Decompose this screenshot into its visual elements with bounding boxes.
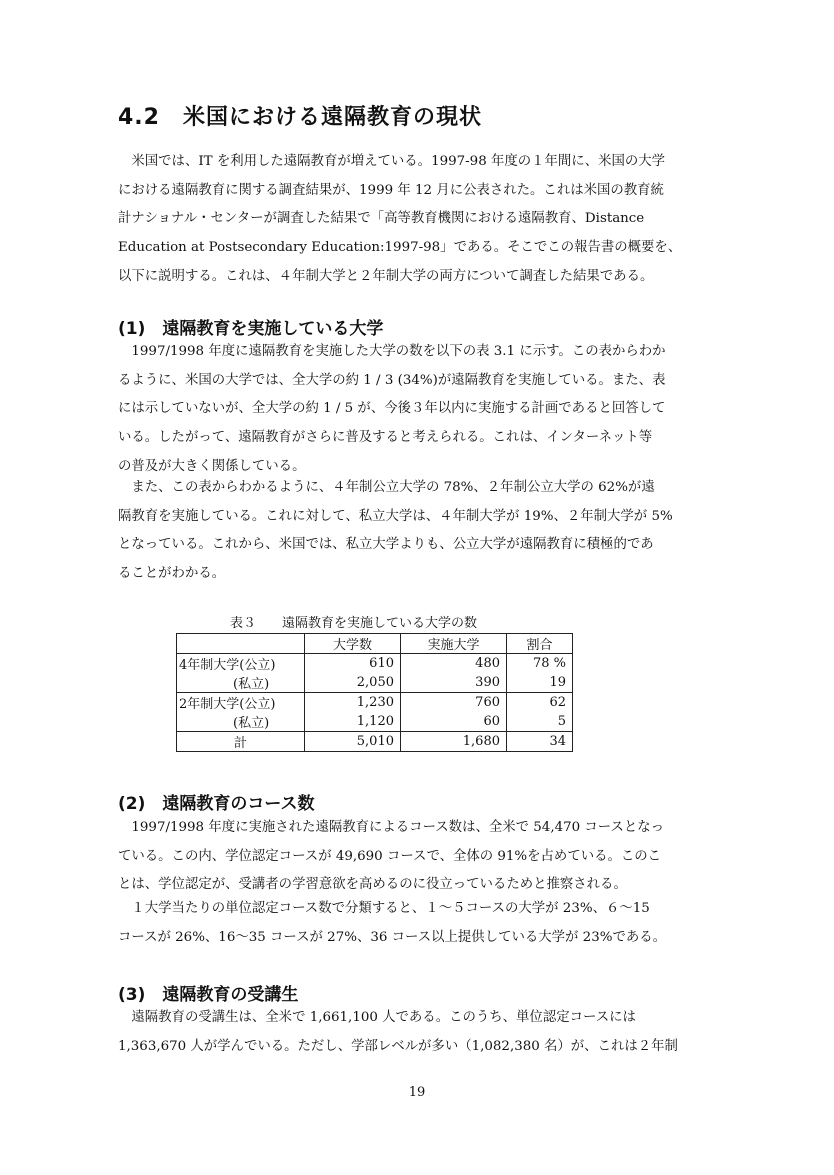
section2-paragraph-1 <box>118 814 700 900</box>
text-line: には示していないが、全大学の約 1 / 5 が、今後３年以内に実施する計画であると回答して <box>118 401 666 417</box>
table-cell: 19 <box>507 673 573 693</box>
intro-paragraph <box>118 148 700 292</box>
page-title: 4.2 米国における遠隔教育の現状 <box>118 105 482 130</box>
distance-education-table <box>176 633 573 752</box>
table-cell: 62 <box>507 693 573 713</box>
text-line: ることがわかる。 <box>118 566 226 582</box>
text-line: ている。この内、学位認定コースが 49,690 コースで、全体の 91%を占めている。このこ <box>118 848 662 864</box>
table-cell: 390 <box>401 673 507 693</box>
table-row <box>177 693 573 713</box>
table-header-cell: 大学数 <box>305 634 401 654</box>
section-heading-3: (3) 遠隔教育の受講生 <box>118 985 299 1005</box>
row-label: (私立) <box>177 673 305 693</box>
text-line: の普及が大きく関係している。 <box>118 458 306 474</box>
text-line: 計ナショナル・センターが調査した結果で「高等教育機関における遠隔教育、Distance <box>118 211 645 227</box>
text-line: １大学当たりの単位認定コース数で分類すると、１～５コースの大学が 23%、６～15 <box>118 901 650 916</box>
text-line: における遠隔教育に関する調査結果が、1999 年 12 月に公表された。これは米国の教育統 <box>118 182 664 198</box>
text-line: 遠隔教育の受講生は、全米で 1,661,100 人である。このうち、単位認定コースには <box>118 1010 636 1025</box>
table-row <box>177 654 573 674</box>
table-cell: 5 <box>507 712 573 732</box>
section1-paragraph-2 <box>118 474 700 589</box>
table-header-cell: 実施大学 <box>401 634 507 654</box>
table-cell: 610 <box>305 654 401 674</box>
section-heading-2: (2) 遠隔教育のコース数 <box>118 794 315 814</box>
section-heading-1: (1) 遠隔教育を実施している大学 <box>118 319 384 339</box>
table-cell: 34 <box>507 732 573 752</box>
text-line: 隔教育を実施している。これに対して、私立大学は、４年制大学が 19%、２年制大学が 5% <box>118 508 673 524</box>
text-line: また、この表からわかるように、４年制公立大学の 78%、２年制公立大学の 62%が遠 <box>118 480 655 495</box>
text-line: いる。したがって、遠隔教育がさらに普及すると考えられる。これは、インターネット等 <box>118 430 653 446</box>
table-header-row <box>177 634 573 654</box>
row-label: 計 <box>177 732 305 752</box>
text-line: コースが 26%、16～35 コースが 27%、36 コース以上提供している大学が 23%である。 <box>118 929 667 945</box>
text-line: 米国では、IT を利用した遠隔教育が増えている。1997-98 年度の１年間に、米国の大学 <box>118 154 666 169</box>
text-line: るように、米国の大学では、全大学の約 1 / 3 (34%)が遠隔教育を実施している。また、表 <box>118 372 666 388</box>
table-header-cell: 割合 <box>507 634 573 654</box>
table-cell: 1,230 <box>305 693 401 713</box>
text-line: 1997/1998 年度に実施された遠隔教育によるコース数は、全米で 54,470 コースとなっ <box>118 820 665 835</box>
row-label: 2年制大学(公立) <box>177 693 305 713</box>
table-cell: 760 <box>401 693 507 713</box>
table-cell: 480 <box>401 654 507 674</box>
text-line: Education at Postsecondary Education:1997-98」である。そこでこの報告書の概要を、 <box>118 240 682 256</box>
table-row <box>177 673 573 693</box>
table-caption: 表３ 遠隔教育を実施している大学の数 <box>230 616 478 631</box>
table-header-cell <box>177 634 305 654</box>
section2-paragraph-2 <box>118 895 700 952</box>
page-number: 19 <box>408 1085 426 1100</box>
text-line: となっている。これから、米国では、私立大学よりも、公立大学が遠隔教育に積極的であ <box>118 537 654 553</box>
table-cell: 2,050 <box>305 673 401 693</box>
text-line: とは、学位認定が、受講者の学習意欲を高めるのに役立っているためと推察される。 <box>118 877 627 893</box>
table-cell: 78 % <box>507 654 573 674</box>
text-line: 以下に説明する。これは、４年制大学と２年制大学の両方について調査した結果である。 <box>118 268 654 284</box>
row-label: 4年制大学(公立) <box>177 654 305 674</box>
table-cell: 60 <box>401 712 507 732</box>
table-cell: 1,120 <box>305 712 401 732</box>
table-total-row <box>177 732 573 752</box>
text-line: 1,363,670 人が学んでいる。ただし、学部レベルが多い（1,082,380 名）が、これは２年制 <box>118 1038 678 1054</box>
table-cell: 1,680 <box>401 732 507 752</box>
section1-paragraph-1 <box>118 338 700 482</box>
table-cell: 5,010 <box>305 732 401 752</box>
text-line: 1997/1998 年度に遠隔教育を実施した大学の数を以下の表 3.1 に示す。この表からわか <box>118 344 666 359</box>
row-label: (私立) <box>177 712 305 732</box>
table-row <box>177 712 573 732</box>
section3-paragraph-1 <box>118 1004 700 1061</box>
